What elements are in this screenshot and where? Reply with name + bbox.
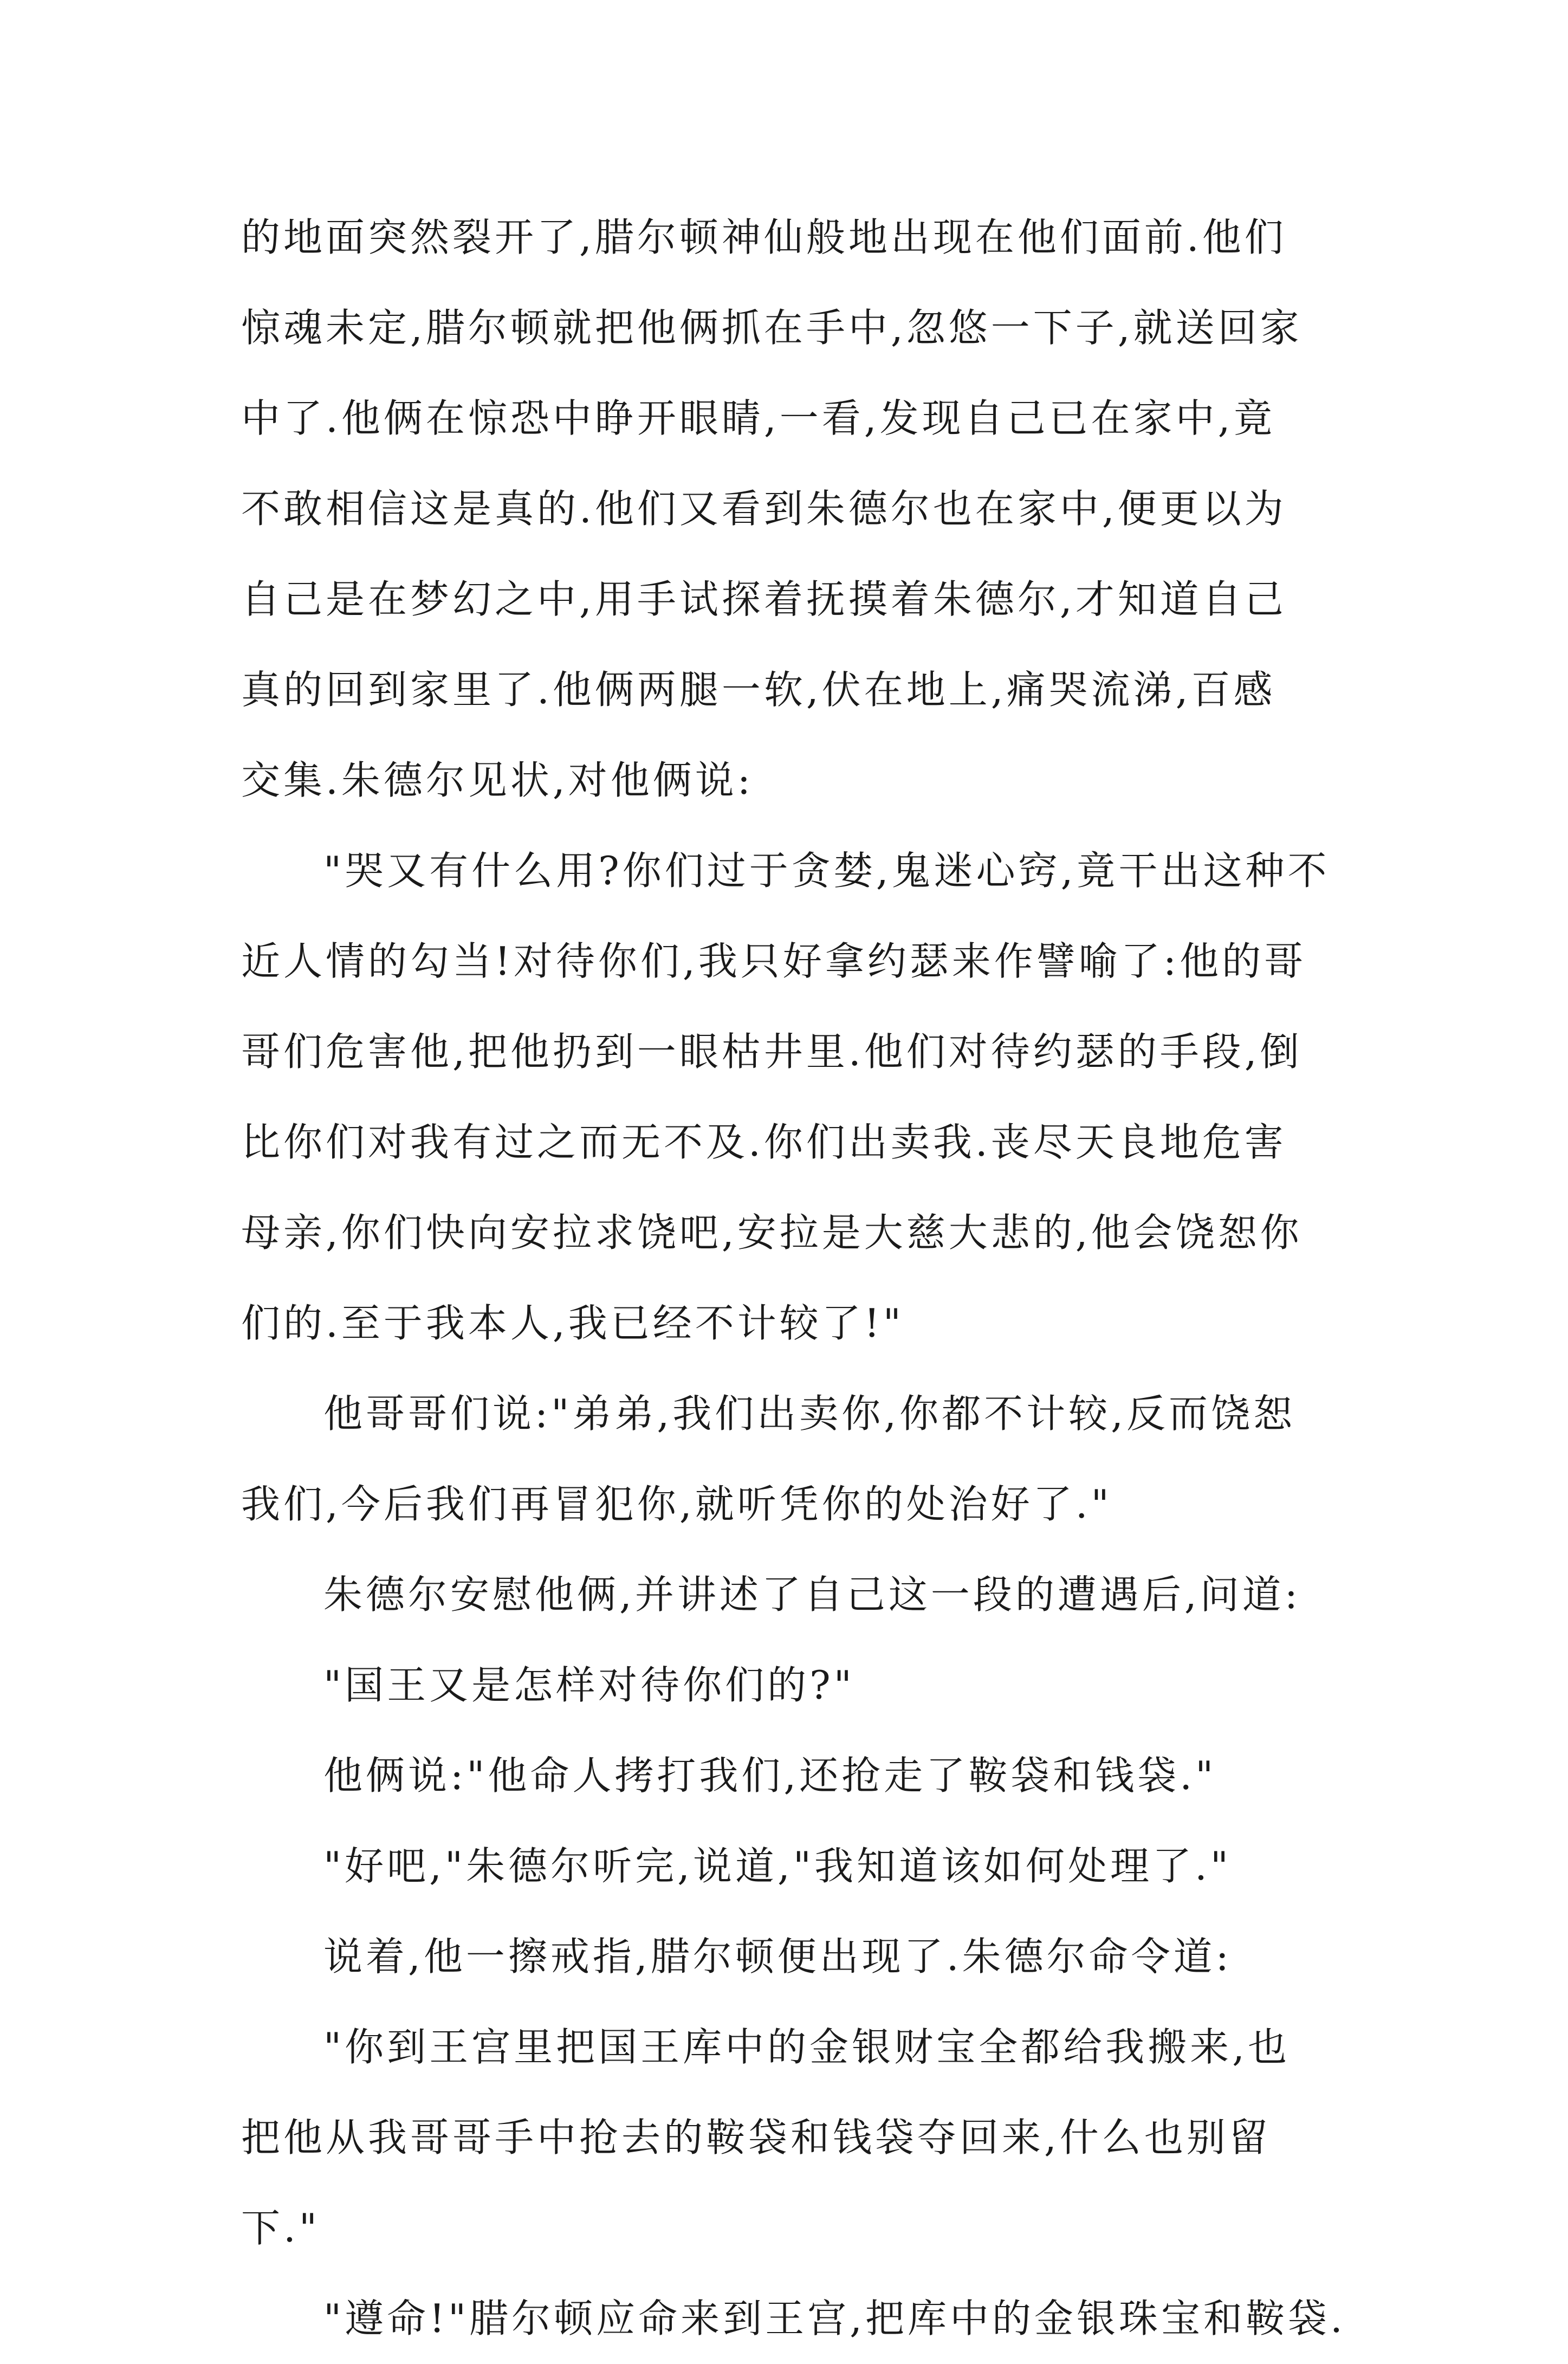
text-line: 交集.朱德尔见状,对他俩说: <box>241 757 754 803</box>
text-line: 们的.至于我本人,我已经不计较了!" <box>241 1300 904 1346</box>
text-line: 比你们对我有过之而无不及.你们出卖我.丧尽天良地危害 <box>241 1119 1287 1165</box>
text-line: 我们,今后我们再冒犯你,就听凭你的处治好了." <box>241 1481 1112 1527</box>
text-line: "好吧,"朱德尔听完,说道,"我知道该如何处理了." <box>323 1843 1232 1889</box>
text-line: "哭又有什么用?你们过于贪婪,鬼迷心窍,竟干出这种不 <box>323 848 1330 893</box>
text-line: 母亲,你们快向安拉求饶吧,安拉是大慈大悲的,他会饶恕你 <box>241 1210 1303 1255</box>
text-line: 哥们危害他,把他扔到一眼枯井里.他们对待约瑟的手段,倒 <box>241 1029 1303 1074</box>
text-line: 把他从我哥哥手中抢去的鞍袋和钱袋夺回来,什么也别留 <box>241 2115 1271 2160</box>
body-text <box>241 192 1346 2364</box>
text-line: 朱德尔安慰他俩,并讲述了自己这一段的遭遇后,问道: <box>323 1572 1301 1617</box>
text-line: "你到王宫里把国王库中的金银财宝全都给我搬来,也 <box>323 2024 1291 2070</box>
text-line: "遵命!"腊尔顿应命来到王宫,把库中的金银珠宝和鞍袋. <box>323 2296 1346 2341</box>
text-line: 自己是在梦幻之中,用手试探着抚摸着朱德尔,才知道自己 <box>241 577 1287 622</box>
text-line: 他哥哥们说:"弟弟,我们出卖你,你都不计较,反而饶恕 <box>323 1391 1296 1436</box>
text-line: 惊魂未定,腊尔顿就把他俩抓在手中,忽悠一下子,就送回家 <box>241 305 1303 351</box>
text-line: 不敢相信这是真的.他们又看到朱德尔也在家中,便更以为 <box>241 486 1287 532</box>
text-line: 他俩说:"他命人拷打我们,还抢走了鞍袋和钱袋." <box>323 1753 1217 1798</box>
text-line: 真的回到家里了.他俩两腿一软,伏在地上,痛哭流涕,百感 <box>241 667 1276 713</box>
text-line: 中了.他俩在惊恐中睁开眼睛,一看,发现自己已在家中,竟 <box>241 396 1276 441</box>
text-line: 下." <box>241 2205 321 2251</box>
text-line: "国王又是怎样对待你们的?" <box>323 1662 855 1708</box>
text-line: 的地面突然裂开了,腊尔顿神仙般地出现在他们面前.他们 <box>241 215 1287 260</box>
text-line: 说着,他一擦戒指,腊尔顿便出现了.朱德尔命令道: <box>323 1934 1232 1979</box>
text-line: 近人情的勾当!对待你们,我只好拿约瑟来作譬喻了:他的哥 <box>241 938 1307 984</box>
